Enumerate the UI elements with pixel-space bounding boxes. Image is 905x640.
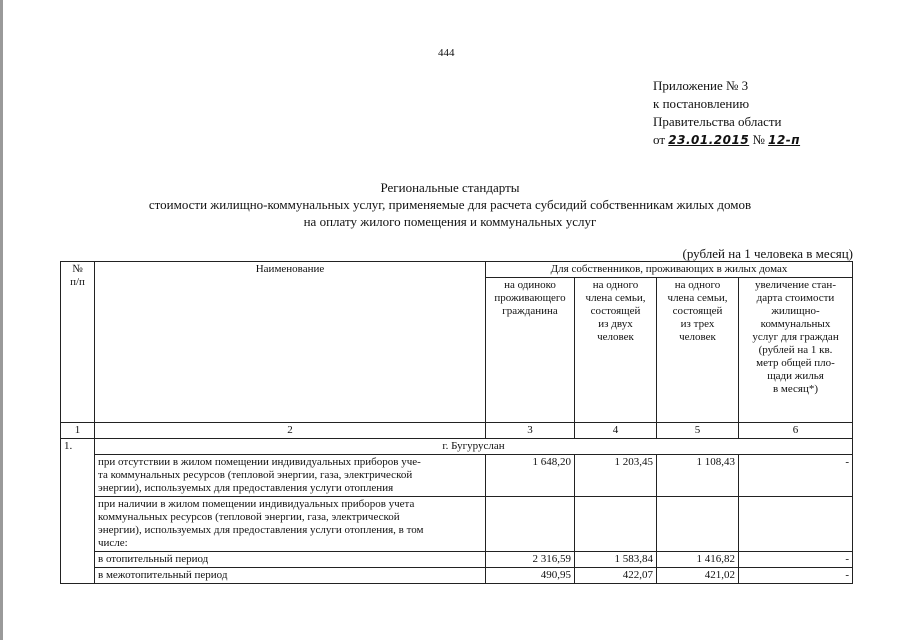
section-title: г. Бугуруслан	[95, 439, 853, 455]
doc-title-line-2: стоимости жилищно-коммунальных услуг, применяемые для расчета субсидий собственникам жилых домов	[148, 197, 752, 212]
row-name: в межотопительный период	[95, 568, 486, 584]
colnum-1: 1	[61, 423, 95, 439]
row-name: при наличии в жилом помещении индивидуальных приборов учета коммунальных ресурсов (тепловой энергии, газа, электрической энергии), используемых для предоставления услуги отопления, в том числе:	[95, 497, 486, 552]
row-num-empty	[61, 497, 95, 552]
annex-line-1: Приложение № 3	[653, 78, 749, 93]
header-group: Для собственников, проживающих в жилых домах	[486, 262, 853, 278]
colnum-2: 2	[95, 423, 486, 439]
page-number: 444	[438, 47, 455, 59]
annex-from-label: от	[653, 132, 666, 147]
row-c5: 421,02	[657, 568, 739, 584]
row-c4	[575, 497, 657, 552]
annex-number-label: №	[752, 132, 765, 147]
header-num: № п/п	[61, 262, 95, 423]
annex-block	[653, 77, 800, 149]
header-name: Наименование	[95, 262, 486, 423]
row-c5: 1 108,43	[657, 455, 739, 497]
annex-date-line	[653, 131, 800, 149]
colnum-5: 5	[657, 423, 739, 439]
row-c5	[657, 497, 739, 552]
row-c4: 1 203,45	[575, 455, 657, 497]
table-row	[61, 552, 853, 568]
standards-table	[60, 261, 853, 584]
annex-date: 23.01.2015	[668, 133, 750, 147]
section-num: 1.	[61, 439, 95, 455]
row-name: в отопительный период	[95, 552, 486, 568]
row-num-empty	[61, 568, 95, 584]
row-c6	[739, 497, 853, 552]
row-c3: 490,95	[486, 568, 575, 584]
header-col3: на одиноко проживающего гражданина	[486, 278, 575, 423]
header-col5: на одного члена семьи, состоящей из трех человек	[657, 278, 739, 423]
row-c4: 422,07	[575, 568, 657, 584]
row-c4: 1 583,84	[575, 552, 657, 568]
section-row	[61, 439, 853, 455]
row-name: при отсутствии в жилом помещении индивидуальных приборов уче- та коммунальных ресурсов (тепловой энергии, газа, электрической энергии), используемых для предоставления услуги отопления	[95, 455, 486, 497]
row-c6: -	[739, 552, 853, 568]
scan-left-edge	[0, 0, 3, 640]
table-row	[61, 497, 853, 552]
header-row-1	[61, 262, 853, 278]
doc-title-line-1: Региональные стандарты	[380, 180, 520, 195]
colnum-4: 4	[575, 423, 657, 439]
annex-line-3: Правительства области	[653, 114, 782, 129]
row-num-empty	[61, 455, 95, 497]
row-c3	[486, 497, 575, 552]
doc-title-line-3: на оплату жилого помещения и коммунальных услуг	[303, 214, 597, 229]
column-number-row	[61, 423, 853, 439]
header-col4: на одного члена семьи, состоящей из двух человек	[575, 278, 657, 423]
header-col6: увеличение стан- дарта стоимости жилищно- коммунальных услуг для граждан (рублей на 1 кв. метр общей пло- щади жилья в месяц*)	[739, 278, 853, 423]
colnum-3: 3	[486, 423, 575, 439]
row-num-empty	[61, 552, 95, 568]
annex-line-2: к постановлению	[653, 96, 750, 111]
table-row	[61, 568, 853, 584]
units-note: (рублей на 1 человека в месяц)	[682, 246, 853, 261]
row-c3: 1 648,20	[486, 455, 575, 497]
table-row	[61, 455, 853, 497]
colnum-6: 6	[739, 423, 853, 439]
row-c5: 1 416,82	[657, 552, 739, 568]
row-c6: -	[739, 455, 853, 497]
annex-number: 12-п	[768, 133, 801, 147]
row-c3: 2 316,59	[486, 552, 575, 568]
row-c6: -	[739, 568, 853, 584]
